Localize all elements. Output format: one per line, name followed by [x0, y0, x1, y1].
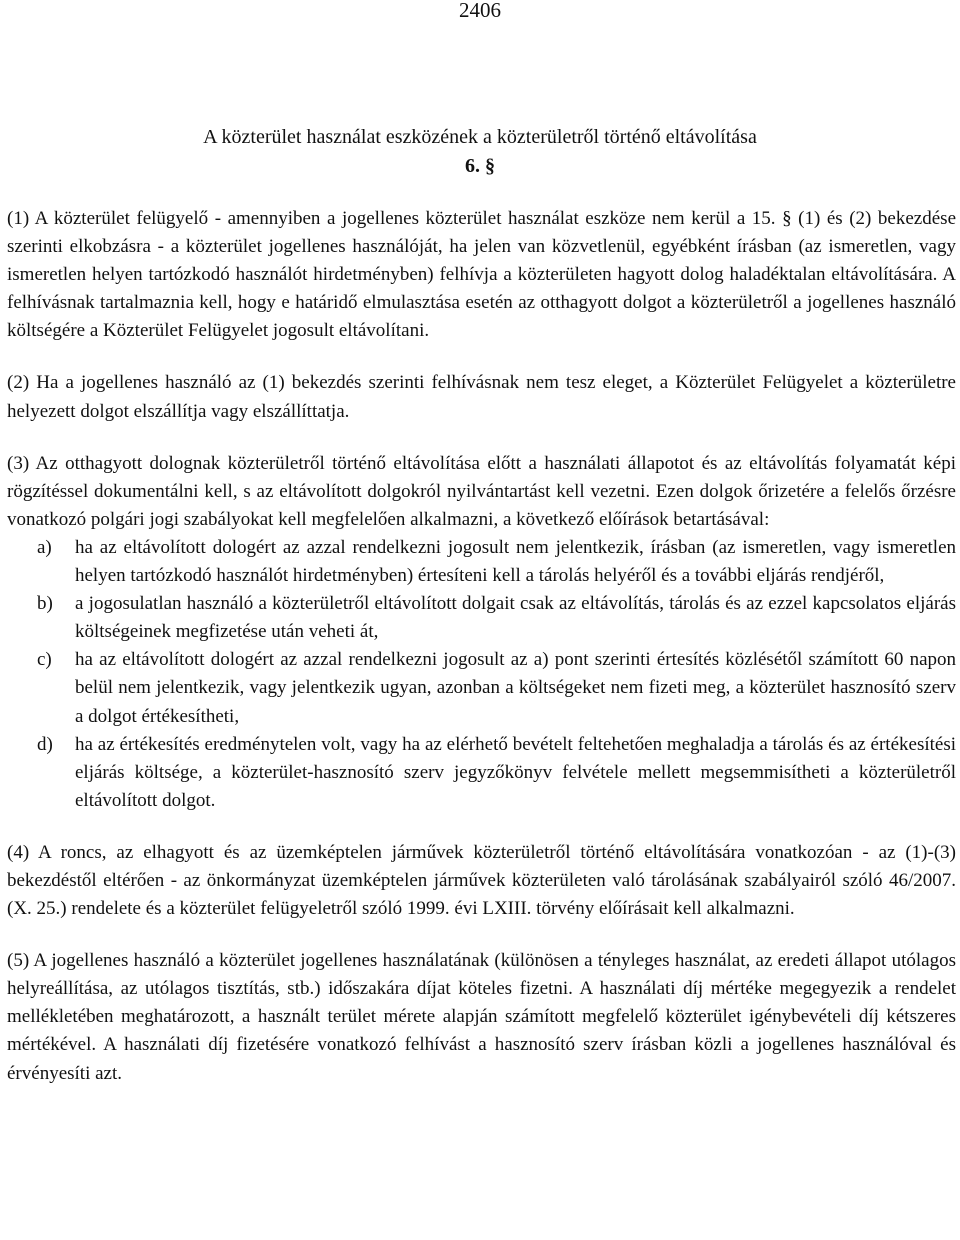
list-item-letter: a) [37, 536, 52, 558]
paragraph-3: (3) Az otthagyott dolognak közterületről történő eltávolítása előtt a használati állapotot és az eltávolítás folyamatát képi rögzítéssel dokumentálni kell, s az eltávolított dolgokról nyilvántartást kell vezetni. Ezen dolgok őrizetére a felelős őrzésre vonatkozó polgári jogi szabályokat kell megfelelően alkalmazni, a következő előírások betartásával: [7, 452, 956, 530]
section-title: A közterület használat eszközének a közterületről történő eltávolítása [203, 126, 757, 148]
list-item [7, 534, 956, 590]
list-item-letter: b) [37, 593, 53, 615]
list-item-letter: c) [37, 649, 52, 671]
paragraph-4: (4) A roncs, az elhagyott és az üzemképtelen járművek közterületről történő eltávolítására vonatkozóan - az (1)-(3) bekezdéstől eltérően - az önkormányzat üzemképtelen járművek közterületen való tárolásának szabályairól szóló 46/2007. (X. 25.) rendelete és a közterület felügyeletről szóló 1999. évi LXIII. törvény előírásait kell alkalmazni. [7, 841, 956, 920]
list-item [7, 590, 956, 646]
list-item [7, 646, 956, 730]
list-item-text: ha az eltávolított dologért az azzal rendelkezni jogosult nem jelentkezik, írásban (az ismeretlen, vagy ismeretlen helyen tartózkodó használót hirdetményben) értesíteni kell a tárolás helyéről és a további eljárás rendjéről, [75, 536, 956, 587]
requirements-list [7, 534, 956, 815]
page-number: 2406 [459, 0, 501, 22]
paragraph-5: (5) A jogellenes használó a közterület jogellenes használatának (különösen a tényleges használat, az eredeti állapot utólagos helyreállítása, az utólagos tisztítás, stb.) időszakára díjat köteles fizetni. A használati díj mértéke megegyezik a rendelet mellékletében meghatározott, a használt terület mérete alapján számított megfelelő közterület igénybevételi díj kétszeres mértékével. A használati díj fizetésére vonatkozó felhívást a hasznosító szerv írásban közli a jogellenes használóval és érvényesíti azt. [7, 950, 956, 1084]
list-item-text: ha az értékesítés eredménytelen volt, vagy ha az elérhető bevételt feltehetően meghaladja a tárolás és az értékesítési eljárás költsége, a közterület-hasznosító szerv jegyzőkönyv felvétele mellett megsemmisítheti a közterületről eltávolított dolgot. [75, 733, 956, 811]
list-item-text: ha az eltávolított dologért az azzal rendelkezni jogosult az a) pont szerinti értesítés közlésétől számított 60 napon belül nem jelentkezik, vagy jelentkezik ugyan, azonban a költségeket nem fizeti meg, a közterület hasznosító szerv a dolgot értékesítheti, [75, 649, 956, 727]
section-number: 6. § [465, 155, 495, 177]
document-body [7, 205, 956, 1112]
paragraph-2: (2) Ha a jogellenes használó az (1) bekezdés szerinti felhívásnak nem tesz eleget, a Közterület Felügyelet a közterületre helyezett dolgot elszállítja vagy elszállíttatja. [7, 372, 956, 422]
list-item [7, 731, 956, 815]
paragraph-1: (1) A közterület felügyelő - amennyiben a jogellenes közterület használat eszköze nem kerül a 15. § (1) és (2) bekezdése szerinti elkobzásra - a közterület jogellenes használóját, ha jelen van közvetlenül, egyébként írásban (az ismeretlen, vagy ismeretlen helyen tartózkodó használót hirdetményben) felhívja a közterületen hagyott dolog haladéktalan eltávolítására. A felhívásnak tartalmaznia kell, hogy e határidő elmulasztása esetén az otthagyott dolgot a közterületről a jogellenes használó költségére a Közterület Felügyelet jogosult eltávolítani. [7, 208, 956, 342]
list-item-letter: d) [37, 733, 53, 755]
list-item-text: a jogosulatlan használó a közterületről eltávolított dolgait csak az eltávolítás, tárolás és az ezzel kapcsolatos eljárás költségeinek megfizetése után veheti át, [75, 593, 956, 643]
